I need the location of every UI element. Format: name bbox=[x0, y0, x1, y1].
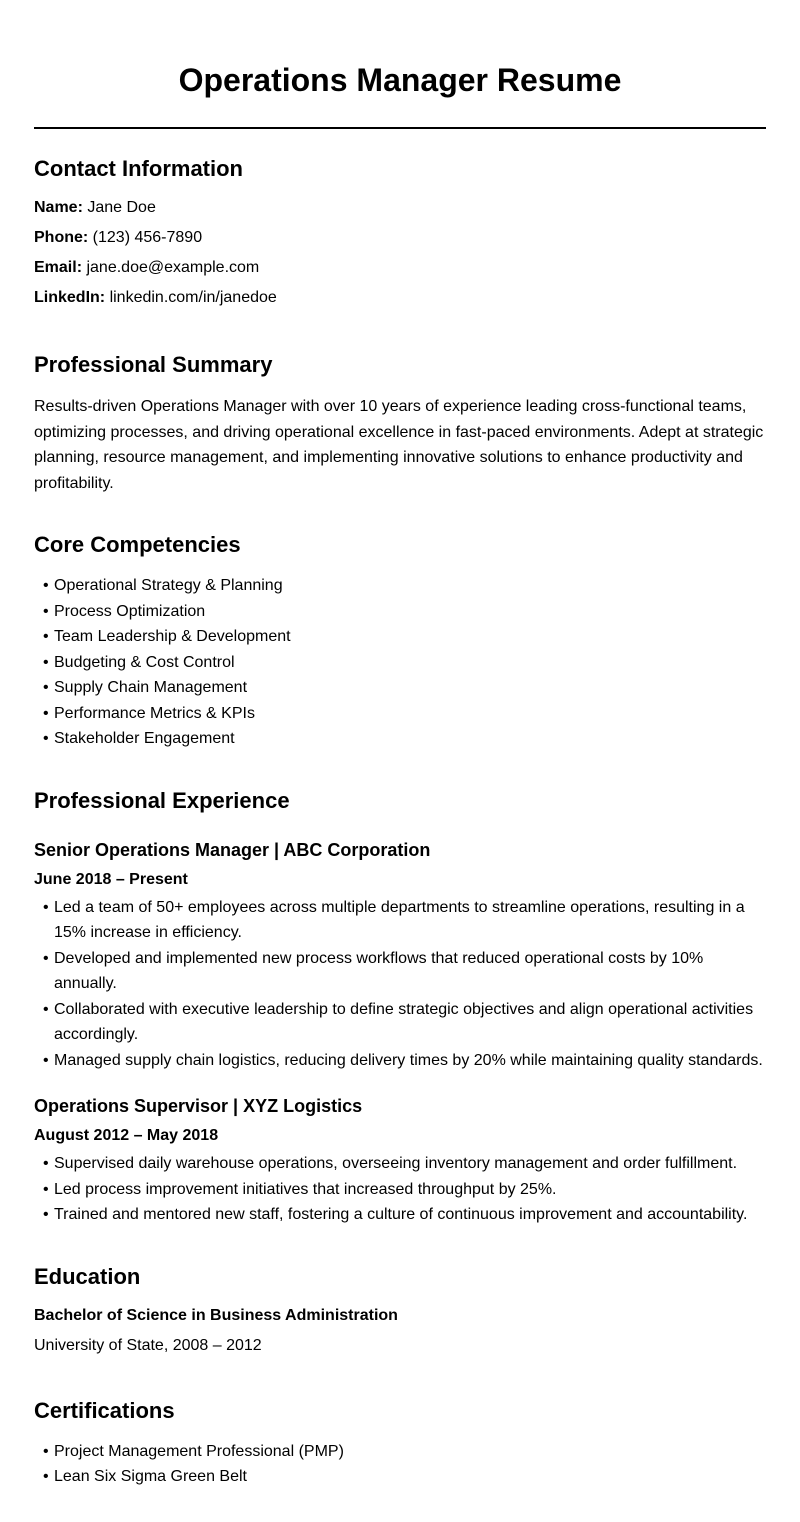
contact-phone bbox=[34, 223, 766, 253]
school-info: University of State, 2008 – 2012 bbox=[34, 1336, 262, 1354]
competency-item: • Budgeting & Cost Control bbox=[34, 650, 766, 676]
certifications-heading: Certifications bbox=[34, 1397, 175, 1423]
competencies-section bbox=[34, 531, 766, 752]
competency-item: • Supply Chain Management bbox=[34, 675, 766, 701]
linkedin-value: linkedin.com/in/janedoe bbox=[109, 289, 277, 306]
education-heading: Education bbox=[34, 1263, 141, 1289]
competencies-list bbox=[34, 573, 766, 752]
competency-item: • Performance Metrics & KPIs bbox=[34, 701, 766, 727]
job-bullet: • Led process improvement initiatives that increased throughput by 25%. bbox=[34, 1177, 766, 1203]
education-section bbox=[34, 1263, 766, 1361]
contact-linkedin bbox=[34, 283, 766, 313]
job-bullet: • Managed supply chain logistics, reducing delivery times by 20% while maintaining quality standards. bbox=[34, 1048, 766, 1074]
job-bullet: • Trained and mentored new staff, fostering a culture of continuous improvement and accountability. bbox=[34, 1202, 766, 1228]
name-value: Jane Doe bbox=[87, 199, 156, 216]
summary-heading: Professional Summary bbox=[34, 352, 273, 377]
job-entry bbox=[34, 1094, 766, 1228]
competency-item: • Stakeholder Engagement bbox=[34, 726, 766, 752]
job-bullet: • Led a team of 50+ employees across multiple departments to streamline operations, resulting in a 15% increase in efficiency. bbox=[34, 895, 766, 946]
page-title: Operations Manager Resume bbox=[178, 62, 622, 98]
job-bullet: • Developed and implemented new process workflows that reduced operational costs by 10% annually. bbox=[34, 946, 766, 997]
competency-item: • Process Optimization bbox=[34, 599, 766, 625]
certification-item: • Lean Six Sigma Green Belt bbox=[34, 1464, 766, 1490]
job-bullets bbox=[34, 895, 766, 1074]
contact-heading: Contact Information bbox=[34, 156, 243, 181]
linkedin-label: LinkedIn: bbox=[34, 289, 106, 306]
job-dates: August 2012 – May 2018 bbox=[34, 1127, 219, 1144]
summary-section bbox=[34, 351, 766, 496]
title-divider bbox=[34, 127, 766, 129]
contact-section bbox=[34, 155, 766, 313]
job-dates: June 2018 – Present bbox=[34, 870, 188, 888]
competency-item: • Operational Strategy & Planning bbox=[34, 573, 766, 599]
contact-email bbox=[34, 253, 766, 283]
job-bullet: • Supervised daily warehouse operations, overseeing inventory management and order fulfillment. bbox=[34, 1151, 766, 1177]
phone-label: Phone: bbox=[34, 229, 89, 246]
competency-item: • Team Leadership & Development bbox=[34, 624, 766, 650]
job-bullets bbox=[34, 1151, 766, 1228]
contact-name bbox=[34, 193, 766, 223]
name-label: Name: bbox=[34, 199, 83, 216]
certification-item: • Project Management Professional (PMP) bbox=[34, 1439, 766, 1465]
job-entry bbox=[34, 838, 766, 1074]
email-label: Email: bbox=[34, 259, 83, 276]
certifications-section bbox=[34, 1397, 766, 1490]
degree-title: Bachelor of Science in Business Administration bbox=[34, 1306, 398, 1324]
competencies-heading: Core Competencies bbox=[34, 532, 241, 557]
job-bullet: • Collaborated with executive leadership to define strategic objectives and align operational activities accordingly. bbox=[34, 997, 766, 1048]
email-value: jane.doe@example.com bbox=[86, 259, 260, 276]
job-title: Senior Operations Manager | ABC Corporation bbox=[34, 839, 431, 860]
summary-text: Results-driven Operations Manager with over 10 years of experience leading cross-functional teams, optimizing processes, and driving operational excellence in fast-paced environments. Adept at strategic planning, resource management, and implementing innovative solutions to enhance productivity and profitability. bbox=[34, 398, 764, 492]
experience-section bbox=[34, 787, 766, 1228]
job-title: Operations Supervisor | XYZ Logistics bbox=[34, 1096, 363, 1116]
certifications-list bbox=[34, 1439, 766, 1490]
phone-value: (123) 456-7890 bbox=[92, 229, 203, 246]
experience-heading: Professional Experience bbox=[34, 787, 290, 813]
